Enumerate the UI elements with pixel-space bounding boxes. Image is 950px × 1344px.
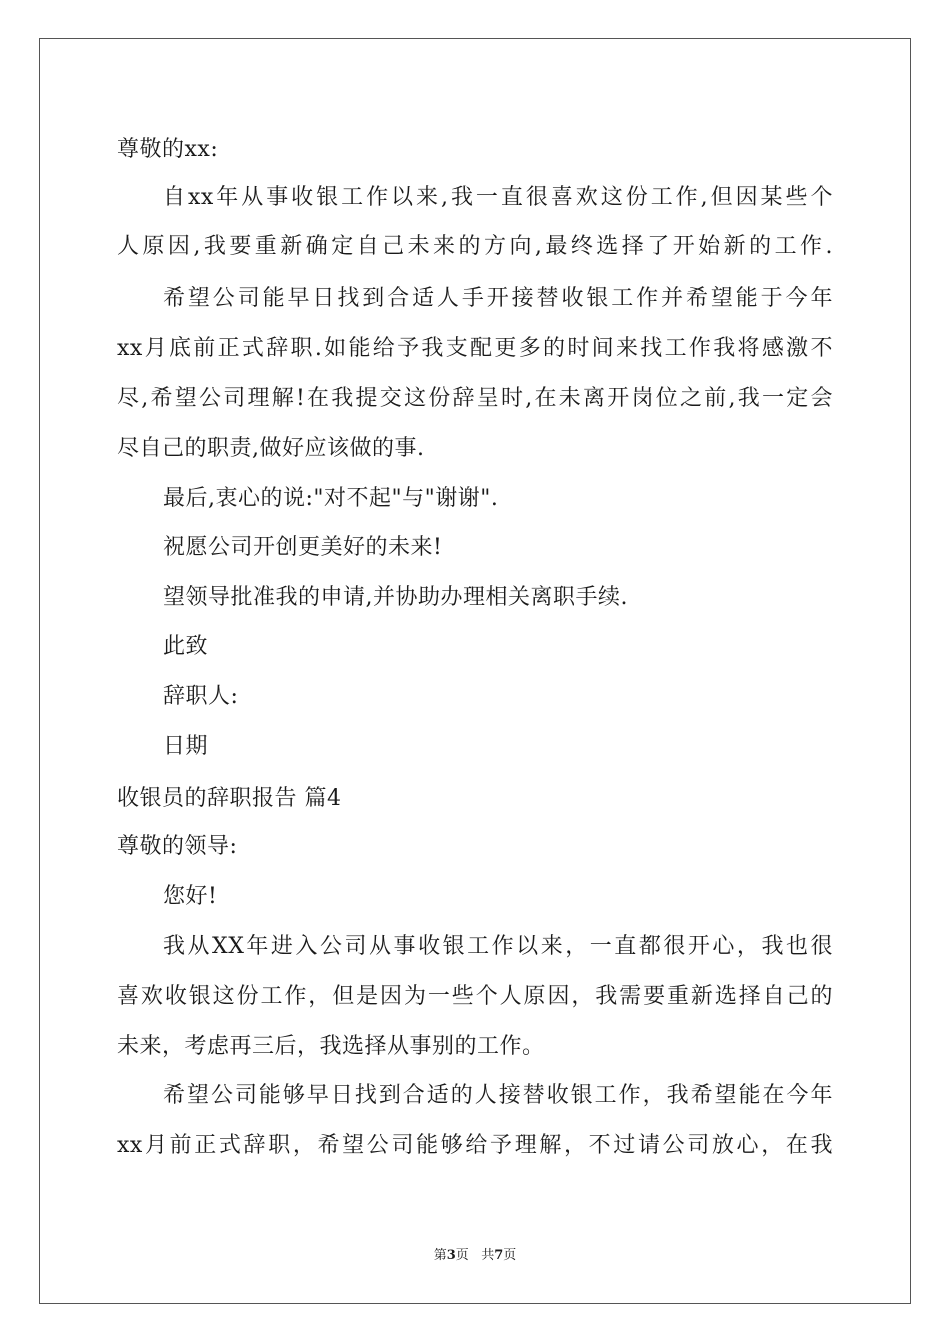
paragraph-line: 希望公司能够早日找到合适的人接替收银工作，我希望能在今年 xyxy=(163,1083,833,1108)
paragraph-line: 人原因,我要重新确定自己未来的方向,最终选择了开始新的工作. xyxy=(117,234,833,259)
section-title: 收银员的辞职报告 篇4 xyxy=(117,786,342,811)
resigner-label: 辞职人: xyxy=(163,684,239,709)
current-page-number: 3 xyxy=(446,1248,456,1263)
date-label: 日期 xyxy=(163,734,209,759)
paragraph-line: xx月前正式辞职，希望公司能够给予理解，不过请公司放心，在我 xyxy=(117,1133,833,1158)
page-footer xyxy=(0,1248,950,1264)
page-prefix: 第 xyxy=(433,1248,447,1263)
total-suffix: 页 xyxy=(503,1248,517,1263)
paragraph-line: 未来，考虑再三后，我选择从事别的工作。 xyxy=(117,1034,545,1059)
greeting: 您好! xyxy=(163,884,218,909)
salutation: 尊敬的领导: xyxy=(117,834,238,859)
page-border xyxy=(39,38,911,1304)
paragraph: 祝愿公司开创更美好的未来! xyxy=(163,535,443,560)
paragraph-line: 自xx年从事收银工作以来,我一直很喜欢这份工作,但因某些个 xyxy=(163,185,833,210)
paragraph-line: 希望公司能早日找到合适人手开接替收银工作并希望能于今年 xyxy=(163,286,833,311)
page-suffix: 页 xyxy=(455,1248,469,1263)
paragraph: 望领导批准我的申请,并协助办理相关离职手续. xyxy=(163,585,628,610)
paragraph-line: xx月底前正式辞职.如能给予我支配更多的时间来找工作我将感激不 xyxy=(117,336,833,361)
total-page-number: 7 xyxy=(494,1248,504,1263)
paragraph-line: 喜欢收银这份工作，但是因为一些个人原因，我需要重新选择自己的 xyxy=(117,984,833,1009)
paragraph: 最后,衷心的说:"对不起"与"谢谢". xyxy=(163,486,499,511)
paragraph-line: 我从XX年进入公司从事收银工作以来，一直都很开心，我也很 xyxy=(163,934,833,959)
paragraph-line: 尽,希望公司理解!在我提交这份辞呈时,在未离开岗位之前,我一定会 xyxy=(117,386,833,411)
paragraph-line: 尽自己的职责,做好应该做的事. xyxy=(117,436,425,461)
closing: 此致 xyxy=(163,634,209,659)
salutation: 尊敬的xx: xyxy=(117,137,219,162)
total-prefix: 共 xyxy=(481,1248,495,1263)
